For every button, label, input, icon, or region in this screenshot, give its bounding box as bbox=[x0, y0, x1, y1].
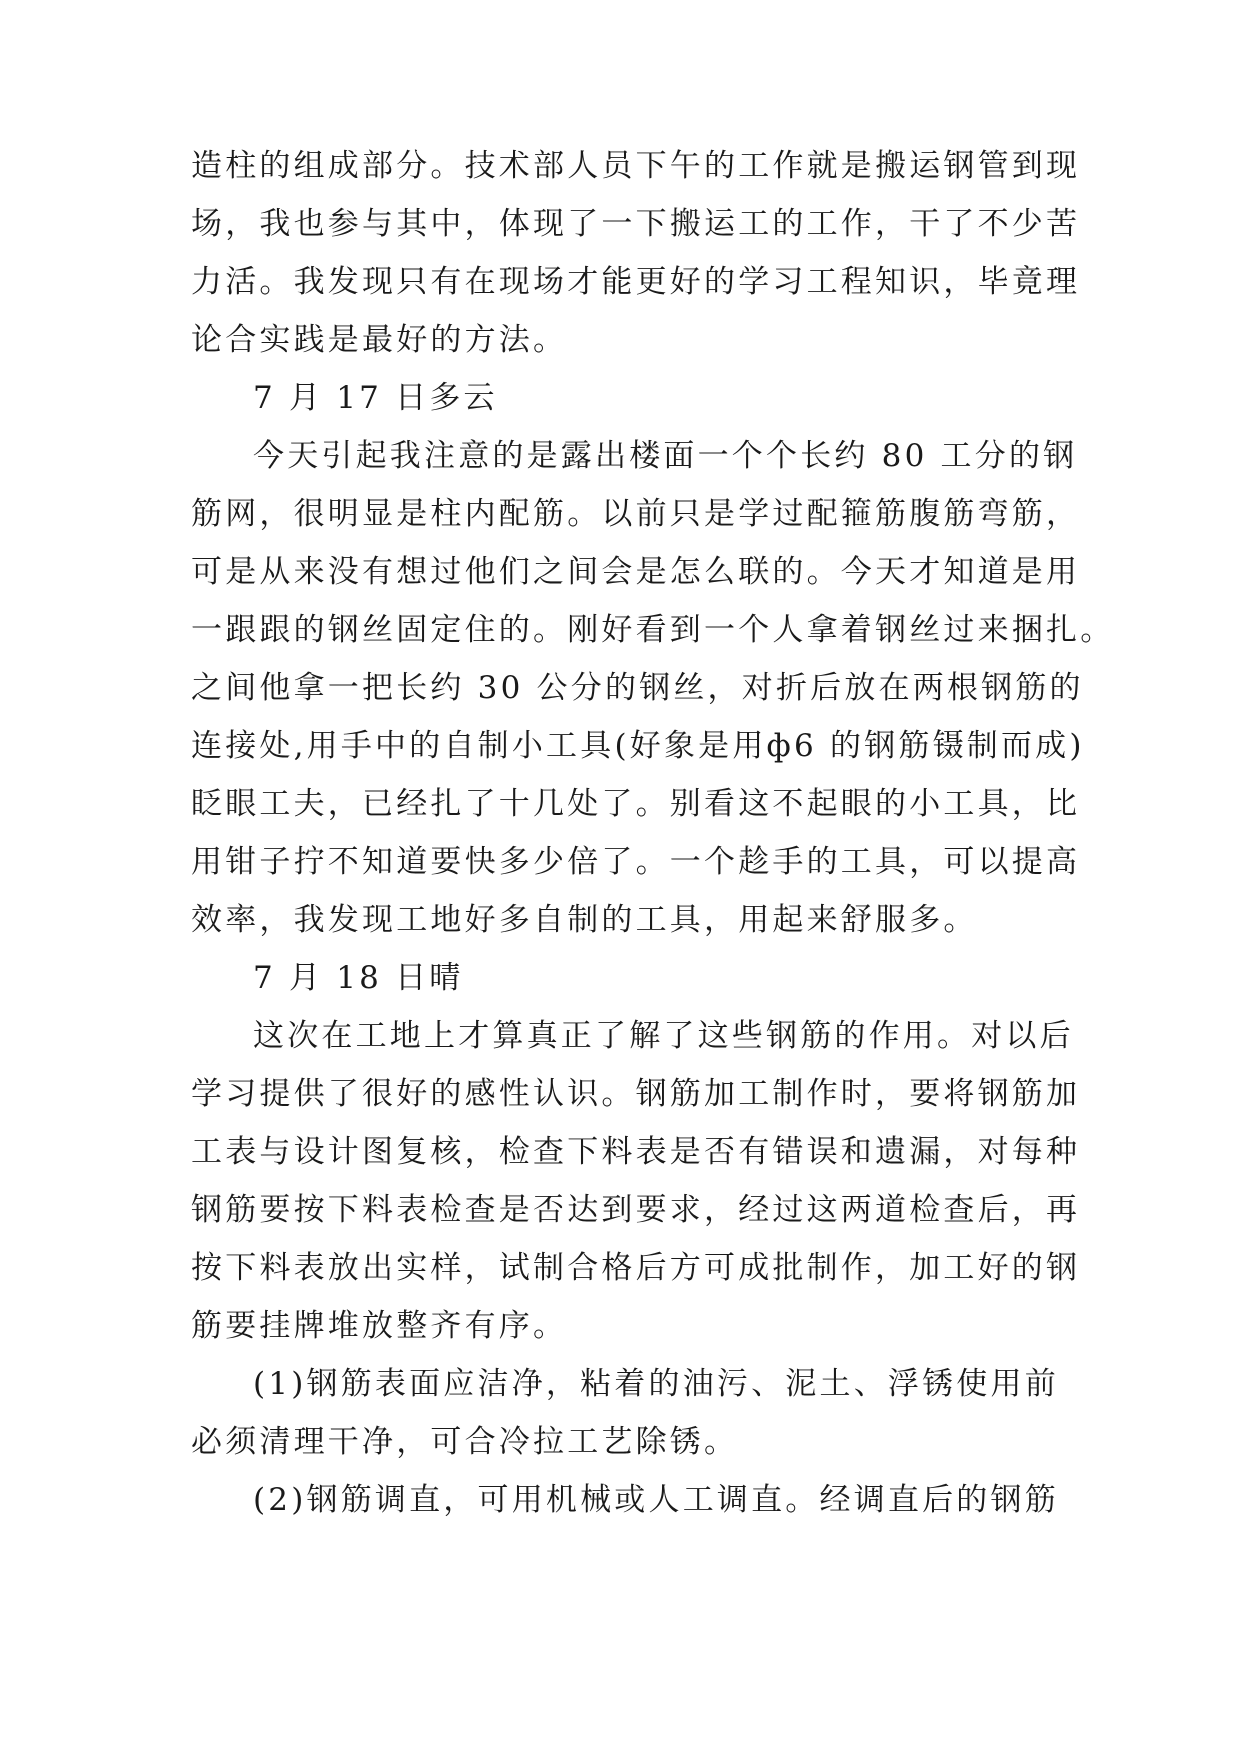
paragraph-line: 今天引起我注意的是露出楼面一个个长约 80 工分的钢 bbox=[253, 438, 1078, 474]
paragraph-line: 场，我也参与其中，体现了一下搬运工的工作，干了不少苦 bbox=[191, 206, 1081, 242]
paragraph-line: 这次在工地上才算真正了解了这些钢筋的作用。对以后 bbox=[253, 1018, 1074, 1054]
paragraph-line: 连接处,用手中的自制小工具(好象是用ф6 的钢筋镊制而成) bbox=[191, 728, 1085, 764]
paragraph-line: 力活。我发现只有在现场才能更好的学习工程知识，毕竟理 bbox=[191, 264, 1081, 300]
list-item-line: (2)钢筋调直，可用机械或人工调直。经调直后的钢筋 bbox=[253, 1482, 1059, 1518]
date-heading: 7 月 17 日多云 bbox=[253, 380, 498, 416]
paragraph-line: 可是从来没有想过他们之间会是怎么联的。今天才知道是用 bbox=[191, 554, 1081, 590]
paragraph-line: 眨眼工夫，已经扎了十几处了。别看这不起眼的小工具，比 bbox=[191, 786, 1081, 822]
list-item-line: (1)钢筋表面应洁净，粘着的油污、泥土、浮锈使用前 bbox=[253, 1366, 1059, 1402]
paragraph-line: 一跟跟的钢丝固定住的。刚好看到一个人拿着钢丝过来捆扎。 bbox=[191, 612, 1115, 648]
date-heading: 7 月 18 日晴 bbox=[253, 960, 464, 996]
paragraph-line: 筋网，很明显是柱内配筋。以前只是学过配箍筋腹筋弯筋， bbox=[191, 496, 1081, 532]
paragraph-line: 之间他拿一把长约 30 公分的钢丝，对折后放在两根钢筋的 bbox=[191, 670, 1084, 706]
paragraph-line: 造柱的组成部分。技术部人员下午的工作就是搬运钢管到现 bbox=[191, 148, 1081, 184]
paragraph-line: 论合实践是最好的方法。 bbox=[191, 322, 568, 358]
paragraph-line: 用钳子拧不知道要快多少倍了。一个趁手的工具，可以提高 bbox=[191, 844, 1081, 880]
paragraph-line: 工表与设计图复核，检查下料表是否有错误和遗漏，对每种 bbox=[191, 1134, 1081, 1170]
paragraph-line: 学习提供了很好的感性认识。钢筋加工制作时，要将钢筋加 bbox=[191, 1076, 1081, 1112]
paragraph-line: 钢筋要按下料表检查是否达到要求，经过这两道检查后，再 bbox=[191, 1192, 1081, 1228]
paragraph-line: 按下料表放出实样，试制合格后方可成批制作，加工好的钢 bbox=[191, 1250, 1081, 1286]
paragraph-line: 效率，我发现工地好多自制的工具，用起来舒服多。 bbox=[191, 902, 978, 938]
list-item-line: 必须清理干净，可合冷拉工艺除锈。 bbox=[191, 1424, 739, 1460]
paragraph-line: 筋要挂牌堆放整齐有序。 bbox=[191, 1308, 568, 1344]
